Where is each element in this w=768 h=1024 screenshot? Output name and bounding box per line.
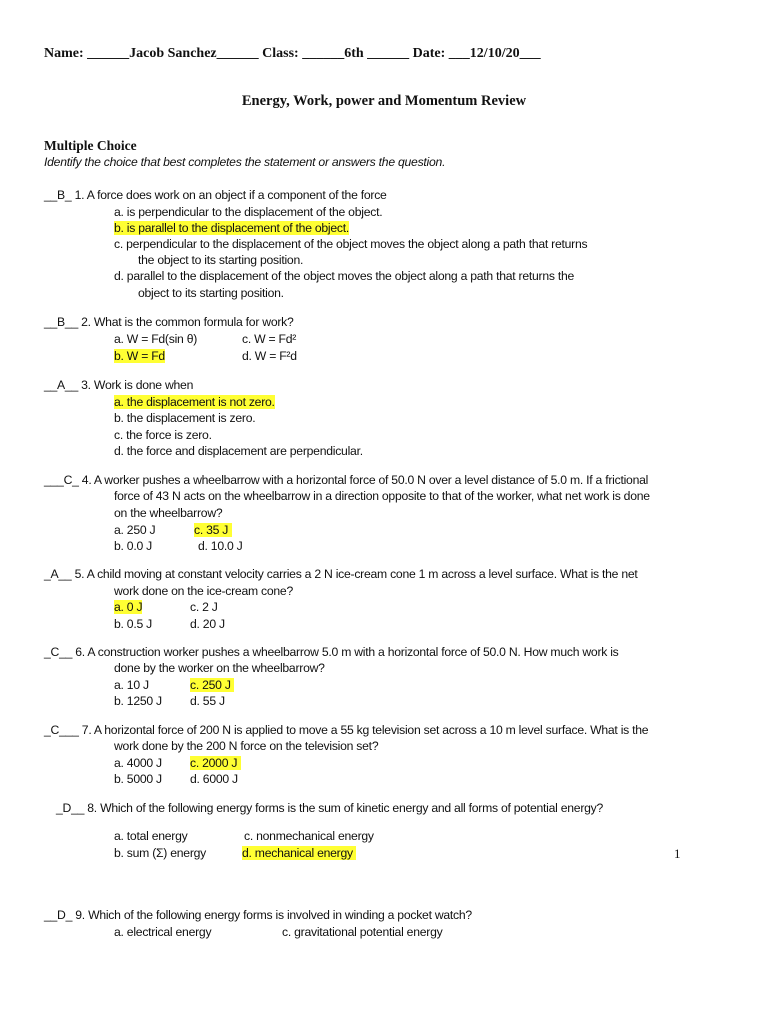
question-7-choice-b: b. 5000 J [114,772,162,786]
question-2-choice-d: d. W = F²d [242,349,297,363]
question-5-choice-b: b. 0.5 J [114,617,152,631]
question-8-stem: _D__ 8. Which of the following energy forms is the sum of kinetic energy and all forms of potential energy? [56,801,604,815]
question-5-choice-d: d. 20 J [190,617,225,631]
question-3-choice-b: b. the displacement is zero. [114,411,256,425]
question-9-choice-a: a. electrical energy [114,925,212,939]
question-4-choice-d: d. 10.0 J [198,539,243,553]
question-4-choice-b: b. 0.0 J [114,539,152,553]
question-6-stem-line2: done by the worker on the wheelbarrow? [114,661,325,675]
question-8-choice-a: a. total energy [114,829,188,843]
question-2-choice-a: a. W = Fd(sin θ) [114,332,198,346]
question-2-choice-b: b. W = Fd [114,349,165,363]
question-5-choice-a: a. 0 J [114,600,143,614]
question-1-choice-d-cont: object to its starting position. [138,286,284,300]
question-7-choice-a: a. 4000 J [114,756,162,770]
question-4-choice-c: c. 35 J [194,523,232,537]
question-1-choice-a: a. is perpendicular to the displacement of the object. [114,205,383,219]
question-1-stem: __B_ 1. A force does work on an object if a component of the force [44,188,387,202]
question-9-stem: __D_ 9. Which of the following energy forms is involved in winding a pocket watch? [44,908,472,922]
question-1-choice-c-cont: the object to its starting position. [138,253,304,267]
question-2-stem: __B__ 2. What is the common formula for work? [44,315,294,329]
question-6-choice-c: c. 250 J [190,678,234,692]
question-6-choice-d: d. 55 J [190,694,225,708]
question-4-stem: ___C_ 4. A worker pushes a wheelbarrow with a horizontal force of 50.0 N over a level distance of 5.0 m. If a frictional [44,473,649,487]
question-8-choice-c: c. nonmechanical energy [244,829,374,843]
question-7-choice-d: d. 6000 J [190,772,238,786]
question-9-choice-c: c. gravitational potential energy [282,925,443,939]
question-1-choice-d: d. parallel to the displacement of the object moves the object along a path that returns the [114,269,575,283]
question-5-choice-c: c. 2 J [190,600,218,614]
question-1-choice-c: c. perpendicular to the displacement of the object moves the object along a path that returns [114,237,588,251]
student-info-line: Name: ______Jacob Sanchez______ Class: ______6th ______ Date: ___12/10/20___ [44,46,541,61]
question-8-choice-d: d. mechanical energy [242,846,356,860]
question-4-stem-line2: force of 43 N acts on the wheelbarrow in a direction opposite to that of the worker, what net work is done [114,489,650,503]
question-6-choice-a: a. 10 J [114,678,149,692]
question-3-stem: __A__ 3. Work is done when [44,378,194,392]
question-8-choice-b: b. sum (Σ) energy [114,846,207,860]
page-number: 1 [674,846,681,861]
page-title: Energy, Work, power and Momentum Review [241,93,527,109]
question-5-stem-line2: work done on the ice-cream cone? [114,584,293,598]
question-4-choice-a: a. 250 J [114,523,156,537]
question-5-stem: _A__ 5. A child moving at constant velocity carries a 2 N ice-cream cone 1 m across a level surface. What is the net [44,567,638,581]
question-6-choice-b: b. 1250 J [114,694,162,708]
question-7-choice-c: c. 2000 J [190,756,241,770]
question-1-choice-b: b. is parallel to the displacement of the object. [114,221,350,235]
question-7-stem: _C___ 7. A horizontal force of 200 N is applied to move a 55 kg television set across a 10 m level surface. What is the [44,723,649,737]
question-6-stem: _C__ 6. A construction worker pushes a wheelbarrow 5.0 m with a horizontal force of 50.0 N. How much work is [44,645,619,659]
question-4-stem-line3: on the wheelbarrow? [114,506,223,520]
section-heading: Multiple Choice [44,138,137,153]
question-2-choice-c: c. W = Fd² [242,332,297,346]
question-3-choice-d: d. the force and displacement are perpendicular. [114,444,363,458]
question-3-choice-a: a. the displacement is not zero. [114,395,275,409]
question-3-choice-c: c. the force is zero. [114,428,212,442]
question-7-stem-line2: work done by the 200 N force on the television set? [114,739,379,753]
section-instructions: Identify the choice that best completes the statement or answers the question. [44,155,446,169]
